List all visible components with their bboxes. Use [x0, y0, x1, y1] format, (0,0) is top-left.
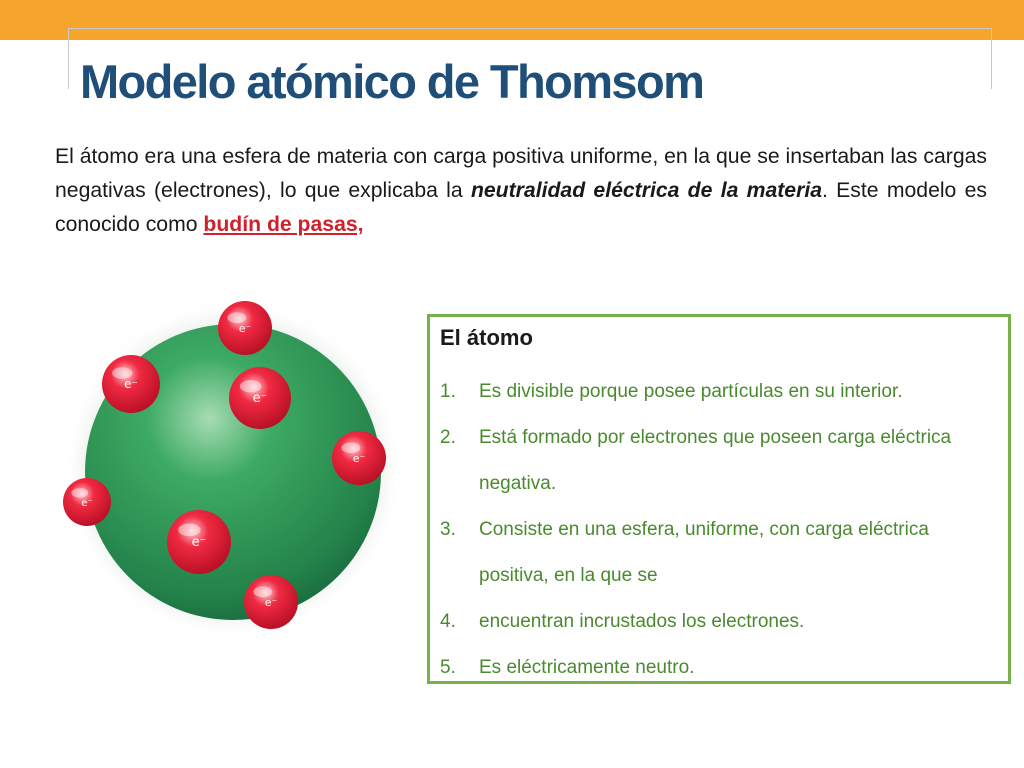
list-item-number: 5.: [440, 657, 456, 678]
list-item-number: 3.: [440, 519, 456, 540]
list-item-number: 4.: [440, 611, 456, 632]
electron-highlight: [71, 488, 88, 498]
list-item: [440, 645, 1000, 691]
list-item-text: encuentran incrustados los electrones.: [479, 611, 805, 632]
list-item-text: Es divisible porque posee partículas en su interior.: [479, 381, 903, 402]
intro-emphasis: neutralidad eléctrica de la materia: [470, 179, 823, 202]
electron-label: e⁻: [352, 452, 366, 465]
electron-label: e⁻: [124, 377, 138, 391]
atom-properties-list: [440, 369, 1000, 691]
list-item-text: Está formado por electrones que poseen carga eléctrica negativa.: [479, 427, 952, 494]
electron-label: e⁻: [264, 596, 278, 609]
list-item: [440, 369, 1000, 415]
info-box-heading: El átomo: [440, 325, 533, 350]
atom-info-box: [427, 314, 1011, 684]
electron: [332, 431, 386, 485]
electron: [63, 478, 111, 526]
electron-label: e⁻: [252, 391, 268, 406]
intro-text-start: El átomo era una esfera de materia con carga positiva uniforme, en la que se insertaban las cargas negativas (electrones), lo que explicaba la: [55, 145, 987, 202]
list-item: [440, 415, 1000, 507]
electron-label: e⁻: [238, 322, 252, 335]
slide-title: Modelo atómico de Thomsom: [80, 55, 704, 108]
intro-text-middle: . Este modelo es conocido como: [55, 179, 987, 236]
list-item: [440, 599, 1000, 645]
electron-label: e⁻: [81, 498, 93, 509]
electron: [244, 575, 298, 629]
electron-label: e⁻: [191, 535, 207, 550]
list-item-number: 1.: [440, 381, 456, 402]
intro-highlight: budín de pasas,: [203, 213, 364, 236]
list-item-text: Es eléctricamente neutro.: [479, 657, 695, 678]
electron: [218, 301, 272, 355]
list-item: [440, 507, 1000, 599]
intro-paragraph: [55, 140, 987, 242]
electron: [167, 510, 231, 574]
list-item-text: Consiste en una esfera, uniforme, con carga eléctrica positiva, en la que se: [479, 519, 929, 586]
thomson-atom-illustration: [55, 290, 395, 650]
list-item-number: 2.: [440, 427, 456, 448]
electron: [229, 367, 291, 429]
electron: [102, 355, 160, 413]
